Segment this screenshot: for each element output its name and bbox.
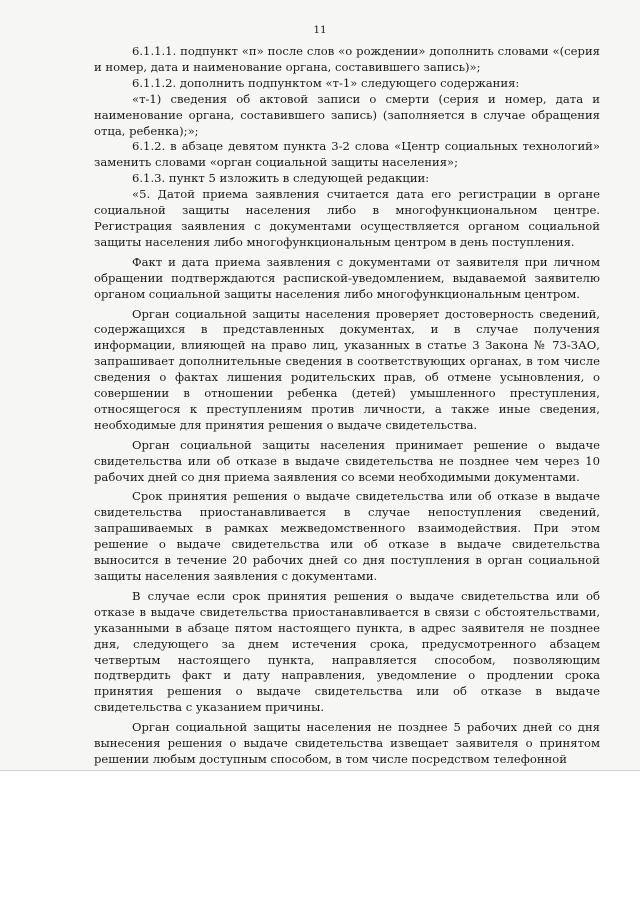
paragraph-6-1-2: 6.1.2. в абзаце девятом пункта 3-2 слова «Центр социальных технологий» заменить словами «орган социальной защиты населения»;: [94, 139, 600, 170]
paragraph-t-1: «т-1) сведения об актовой записи о смерти (серия и номер, дата и наименование органа, составившего запись) (заполняется в случае обращения отца, ребенка);»;: [94, 91, 600, 138]
paragraph-suspension: Срок принятия решения о выдаче свидетельства или об отказе в выдаче свидетельства приостанавливается в случае непоступления сведений, запрашиваемых в рамках межведомственного взаимодействия. При этом решение о выдаче свидетельства или об отказе в выдаче свидетельства выносится в течение 20 рабочих дней со дня поступления в орган социальной защиты населения заявления с документами.: [94, 489, 600, 583]
paragraph-decision-deadline: Орган социальной защиты населения принимает решение о выдаче свидетельства или об отказе в выдаче свидетельства не позднее чем через 10 рабочих дней со дня приема заявления со всеми необходимыми документами.: [94, 437, 600, 484]
paragraph-applicant-notice: Орган социальной защиты населения не позднее 5 рабочих дней со дня вынесения решения о выдаче свидетельства извещает заявителя о принятом решении любым доступным способом, в том числе посредством телефонной: [94, 720, 600, 766]
paragraph-6-1-3: 6.1.3. пункт 5 изложить в следующей редакции:: [132, 171, 430, 186]
document-body: [94, 44, 600, 768]
paragraph-6-1-1-2: 6.1.1.2. дополнить подпунктом «т-1» следующего содержания:: [132, 75, 520, 90]
paragraph-receipt: Факт и дата приема заявления с документами от заявителя при личном обращении подтверждаются распиской-уведомлением, выдаваемой заявителю органом социальной защиты населения либо многофункциональным центром.: [94, 254, 600, 301]
paragraph-notification-extension: В случае если срок принятия решения о выдаче свидетельства или об отказе в выдаче свидетельства приостанавливается в связи с обстоятельствами, указанными в абзаце пятом настоящего пункта, в адрес заявителя не позднее дня, следующего за днем истечения срока, предусмотренного абзацем четвертым настоящего пункта, направляется способом, позволяющим подтвердить факт и дату направления, уведомление о продлении срока принятия решения о выдаче свидетельства или об отказе в выдаче свидетельства с указанием причины.: [94, 588, 600, 715]
paragraph-verification: Орган социальной защиты населения проверяет достоверность сведений, содержащихся в представленных документах, и в случае получения информации, влияющей на право лиц, указанных в статье 3 Закона № 73-ЗАО, запрашивает дополнительные сведения в соответствующих органах, в том числе сведения о фактах лишения родительских прав, об отмене усыновления, о совершении в отношении ребенка (детей) умышленного преступления, относящегося к преступлениям против личности, а также иные сведения, необходимые для принятия решения о выдаче свидетельства.: [94, 306, 600, 432]
paragraph-6-1-1-1: 6.1.1.1. подпункт «п» после слов «о рождении» дополнить словами «(серия и номер, дата и наименование органа, составившего запись)»;: [94, 44, 600, 74]
paragraph-item-5: «5. Датой приема заявления считается дата его регистрации в органе социальной защиты населения либо в многофункциональном центре. Регистрация заявления с документами осуществляется органом социальной защиты населения либо многофункциональным центром в день поступления.: [94, 187, 600, 249]
page-number: 11: [313, 24, 327, 36]
